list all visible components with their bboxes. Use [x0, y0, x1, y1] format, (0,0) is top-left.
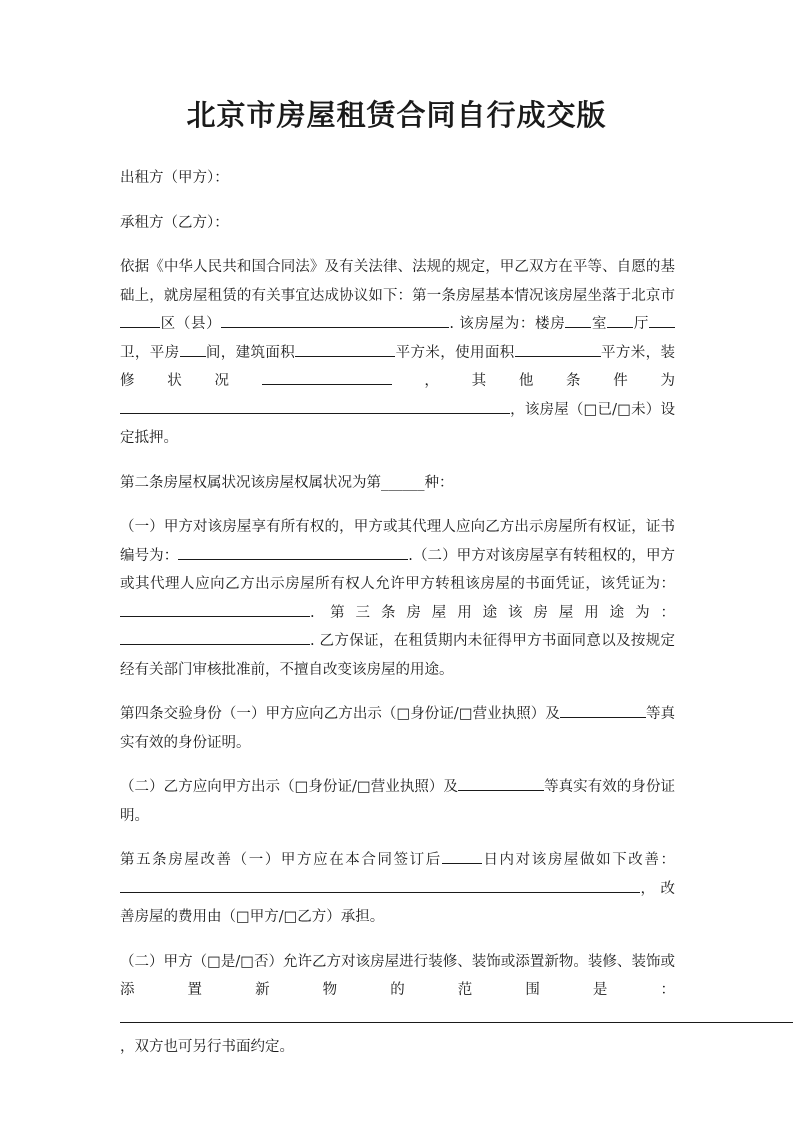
article-5-improvement: 第五条房屋改善（一）甲方应在本合同签订后 日内对该房屋做如下改善：， 改 善房屋的费用由（□甲方/□乙方）承担。 — [120, 846, 675, 932]
article-5-renovation: （二）甲方（□是/□否）允许乙方对该房屋进行装修、装饰或添置新物。装修、装饰或添置新物的范围是：，双方也可另行书面约定。 — [120, 948, 675, 1062]
article-1-property-info: 依据《中华人民共和国合同法》及有关法律、法规的规定，甲乙双方在平等、自愿的基础上，就房屋租赁的有关事宜达成协议如下：第一条房屋基本情况该房屋坐落于北京市区（县） . 该房屋为：楼房 室 厅卫，平房 间，建筑面积 平方米，使用面积 平方米，装修状况 ，其他条件为，该房屋（□已/□未）设定抵押。 — [120, 259, 676, 446]
certificate-number-blank[interactable] — [178, 545, 408, 560]
article-4-identity-lessor: 第四条交验身份（一）甲方应向乙方出示（□身份证/□营业执照）及 等真实有效的身份证明。 — [120, 700, 675, 757]
lessee-id-blank[interactable] — [458, 776, 544, 791]
halls-blank[interactable] — [607, 313, 633, 328]
document-body — [120, 164, 675, 1078]
decoration-status-blank[interactable] — [262, 370, 392, 385]
bathrooms-blank[interactable] — [649, 313, 675, 328]
article-2-3-ownership-usage: （一）甲方对该房屋享有所有权的，甲方或其代理人应向乙方出示房屋所有权证，证书编号为： .（二）甲方对该房屋享有转租权的，甲方或其代理人应向乙方出示房屋所有权人允许甲方转租该房屋的书面凭证，该凭证为：. 第三条房屋用途该房屋用途为：. 乙方保证，在租赁期内未征得甲方书面同意以及按规定经有关部门审核批准前，不擅自改变该房屋的用途。 — [120, 519, 676, 678]
document-title: 北京市房屋租赁合同自行成交版 — [186, 98, 607, 132]
rooms-blank[interactable] — [565, 313, 591, 328]
usable-area-blank[interactable] — [515, 342, 601, 357]
lessor-id-blank[interactable] — [560, 703, 646, 718]
lessee-line: 承租方（乙方）： — [120, 214, 229, 231]
lessor-line: 出租方（甲方）： — [120, 170, 229, 186]
sublease-voucher-blank[interactable] — [120, 602, 310, 617]
district-blank[interactable] — [120, 313, 160, 328]
improvement-items-blank[interactable] — [120, 878, 640, 893]
article-2-ownership: 第二条房屋权属状况该房屋权属状况为第______种： — [120, 474, 454, 491]
other-conditions-blank[interactable] — [120, 399, 510, 414]
article-4-identity-lessee: （二）乙方应向甲方出示（□身份证/□营业执照）及 等真实有效的身份证明。 — [120, 773, 675, 830]
bungalow-rooms-blank[interactable] — [180, 342, 206, 357]
improvement-days-blank[interactable] — [442, 849, 482, 864]
address-blank[interactable] — [221, 313, 449, 328]
usage-blank[interactable] — [120, 630, 310, 645]
building-area-blank[interactable] — [295, 342, 395, 357]
renovation-scope-blank[interactable] — [120, 1008, 793, 1023]
